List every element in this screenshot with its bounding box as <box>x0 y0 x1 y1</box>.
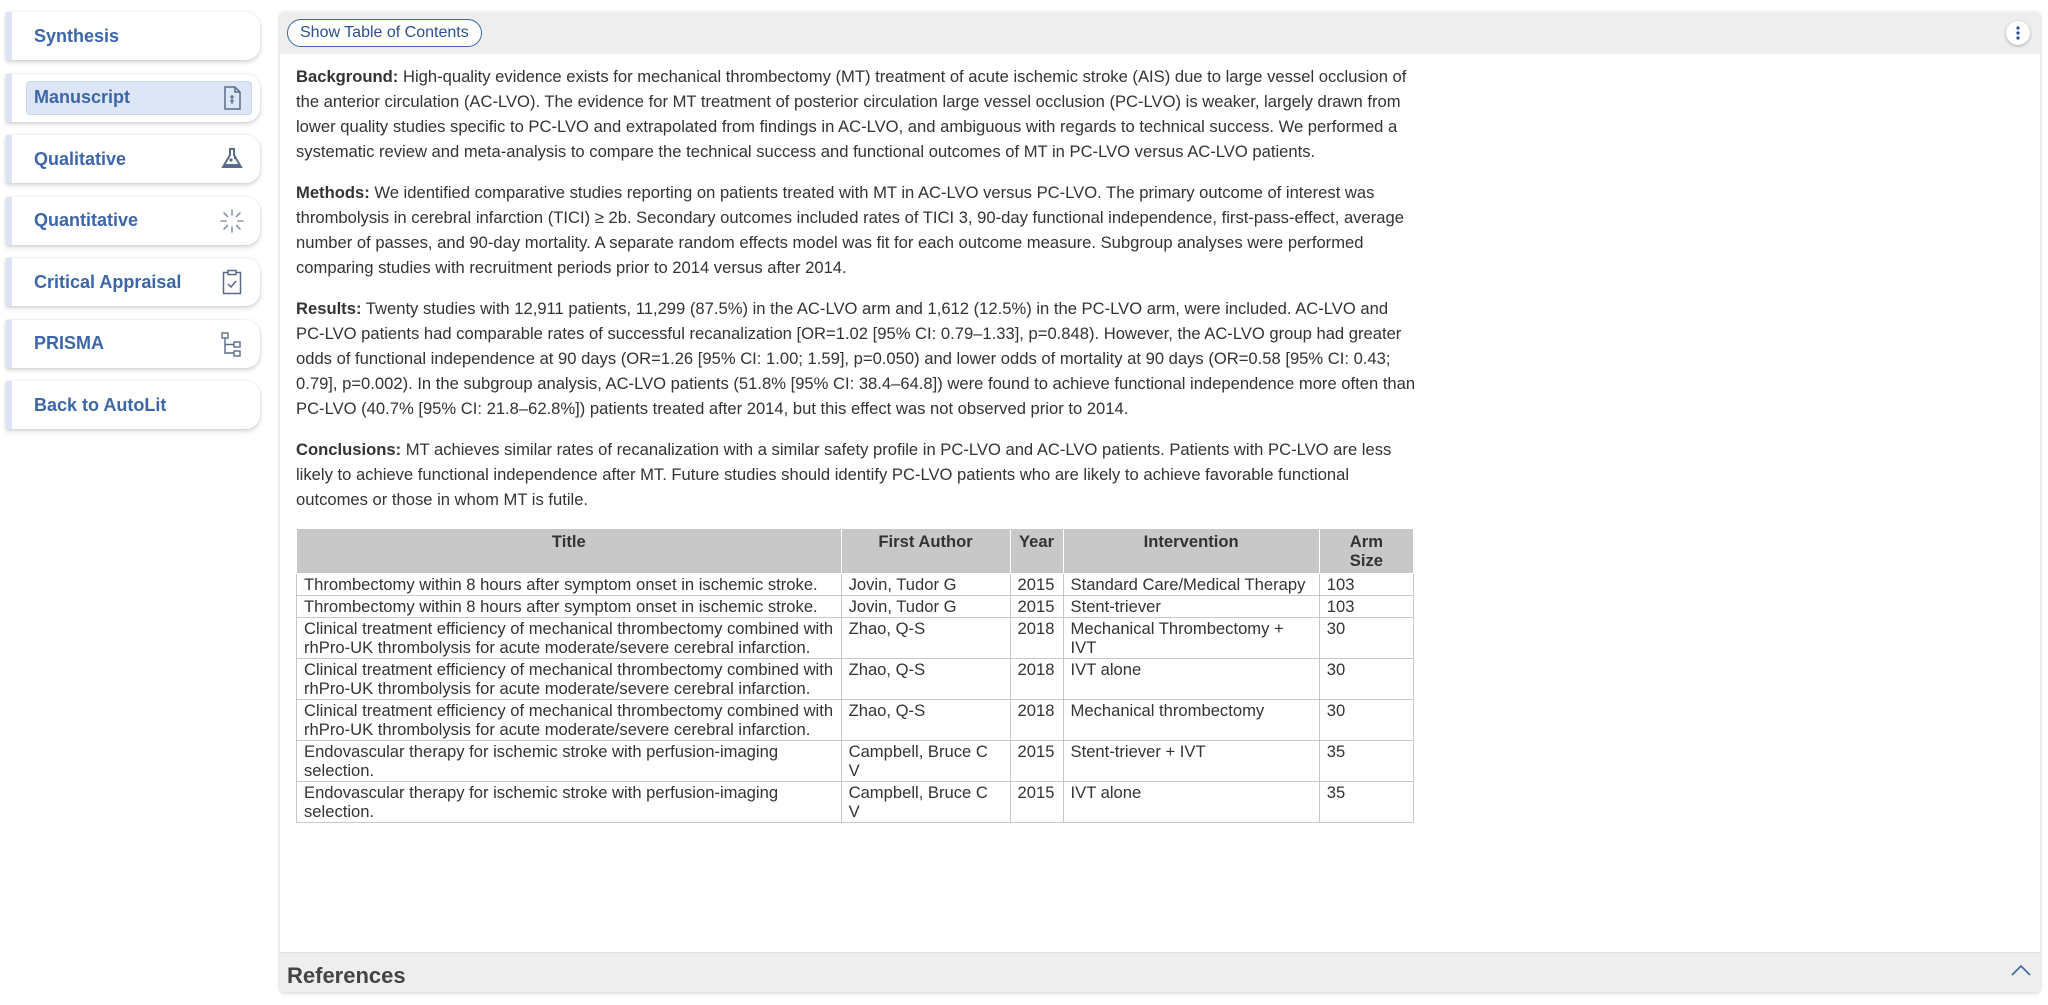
sidebar-item-label: Back to AutoLit <box>34 394 167 415</box>
show-toc-button[interactable]: Show Table of Contents <box>287 19 482 47</box>
cell-intervention: IVT alone <box>1063 659 1319 700</box>
cell-year: 2018 <box>1010 618 1063 659</box>
document-icon <box>218 84 246 112</box>
cell-title: Thrombectomy within 8 hours after symptom onset in ischemic stroke. <box>297 574 842 596</box>
section-text: MT achieves similar rates of recanalization with a similar safety profile in PC-LVO and AC-LVO patients. Patients with PC-LVO are less likely to achieve functional independence after MT. Future studies should identify PC-LVO patients who are likely to achieve favorable functional outcomes or those in whom MT is futile. <box>296 440 1392 509</box>
chevron-up-icon[interactable] <box>2010 963 2032 982</box>
sidebar-item-label: Quantitative <box>34 210 139 230</box>
cell-author: Jovin, Tudor G <box>841 574 1010 596</box>
cell-arm-size: 35 <box>1319 782 1413 823</box>
cell-intervention: Stent-triever + IVT <box>1063 741 1319 782</box>
spinner-icon <box>218 207 246 235</box>
column-header-title: Title <box>297 529 842 574</box>
abstract-conclusions <box>296 437 1416 512</box>
column-header-intervention: Intervention <box>1063 529 1319 574</box>
table-row <box>297 574 1414 596</box>
abstract-methods <box>296 180 1416 280</box>
cell-arm-size: 30 <box>1319 700 1413 741</box>
cell-title: Endovascular therapy for ischemic stroke with perfusion-imaging selection. <box>297 782 842 823</box>
cell-title: Clinical treatment efficiency of mechanical thrombectomy combined with rhPro-UK thrombolysis for acute moderate/severe cerebral infarction. <box>297 618 842 659</box>
abstract-background <box>296 64 1416 164</box>
cell-author: Campbell, Bruce C V <box>841 782 1010 823</box>
cell-arm-size: 103 <box>1319 596 1413 618</box>
section-text: We identified comparative studies reporting on patients treated with MT in AC-LVO versus PC-LVO. The primary outcome of interest was thrombolysis in cerebral infarction (TICI) ≥ 2b. Secondary outcomes included rates of TICI 3, 90-day functional independence, first-pass-effect, average number of passes, and 90-day mortality. A separate random effects model was fit for each outcome measure. Subgroup analyses were performed comparing studies with recruitment periods prior to 2014 versus after 2014. <box>296 183 1404 277</box>
cell-title: Clinical treatment efficiency of mechanical thrombectomy combined with rhPro-UK thrombolysis for acute moderate/severe cerebral infarction. <box>297 700 842 741</box>
manuscript-content <box>296 64 1416 823</box>
more-options-button[interactable] <box>2006 21 2030 45</box>
cell-author: Zhao, Q-S <box>841 700 1010 741</box>
sidebar-item-label: Qualitative <box>34 148 127 169</box>
references-title: References <box>287 963 406 988</box>
section-text: Twenty studies with 12,911 patients, 11,299 (87.5%) in the AC-LVO arm and 1,612 (12.5%) in the PC-LVO arm, were included. AC-LVO and PC-LVO patients had comparable rates of successful recanalization [OR=1.02 [95% CI: 0.79–1.33], p=0.848). However, the AC-LVO group had greater odds of functional independence at 90 days (OR=1.26 [95% CI: 1.00; 1.59], p=0.050) and lower odds of mortality at 90 days (OR=0.58 [95% CI: 0.43; 0.79], p=0.002). In the subgroup analysis, AC-LVO patients (51.8% [95% CI: 38.4–64.8]) were found to achieve functional independence more often than PC-LVO (40.7% [95% CI: 21.8–62.8%]) patients treated after 2014, but this effect was not observed prior to 2014. <box>296 299 1416 418</box>
toolbar <box>280 12 2040 54</box>
section-heading: Methods: <box>296 183 370 202</box>
cell-intervention: Standard Care/Medical Therapy <box>1063 574 1319 596</box>
cell-arm-size: 103 <box>1319 574 1413 596</box>
sidebar-item-back-to-autolit[interactable] <box>6 381 260 429</box>
cell-intervention: Mechanical thrombectomy <box>1063 700 1319 741</box>
section-text: High-quality evidence exists for mechanical thrombectomy (MT) treatment of acute ischemic stroke (AIS) due to large vessel occlusion of the anterior circulation (AC-LVO). The evidence for MT treatment of posterior circulation large vessel occlusion (PC-LVO) is weaker, largely drawn from lower quality studies specific to PC-LVO and extrapolated from findings in AC-LVO, and ambiguous with regards to technical success. We performed a systematic review and meta-analysis to compare the technical success and functional outcomes of MT in PC-LVO versus AC-LVO patients. <box>296 67 1407 161</box>
section-heading: Conclusions: <box>296 440 402 459</box>
table-row <box>297 700 1414 741</box>
cell-title: Endovascular therapy for ischemic stroke with perfusion-imaging selection. <box>297 741 842 782</box>
table-row <box>297 618 1414 659</box>
sidebar <box>6 12 260 443</box>
sidebar-item-quantitative[interactable] <box>6 197 260 245</box>
cell-arm-size: 35 <box>1319 741 1413 782</box>
cell-author: Jovin, Tudor G <box>841 596 1010 618</box>
cell-arm-size: 30 <box>1319 618 1413 659</box>
manuscript-panel <box>280 12 2040 992</box>
cell-year: 2018 <box>1010 700 1063 741</box>
sidebar-item-manuscript[interactable] <box>6 74 260 122</box>
sidebar-item-critical-appraisal[interactable] <box>6 258 260 306</box>
table-row <box>297 741 1414 782</box>
abstract-results <box>296 296 1416 421</box>
sidebar-item-label: PRISMA <box>34 333 105 353</box>
sidebar-item-synthesis[interactable] <box>6 12 260 60</box>
sidebar-item-qualitative[interactable] <box>6 135 260 183</box>
cell-year: 2015 <box>1010 782 1063 823</box>
references-section[interactable] <box>280 952 2040 992</box>
flask-icon <box>218 145 246 173</box>
studies-table <box>296 528 1414 823</box>
sidebar-item-label: Manuscript <box>34 87 131 107</box>
cell-year: 2015 <box>1010 596 1063 618</box>
tree-icon <box>218 330 246 358</box>
sidebar-item-label: Synthesis <box>34 25 120 46</box>
cell-year: 2015 <box>1010 574 1063 596</box>
cell-title: Thrombectomy within 8 hours after symptom onset in ischemic stroke. <box>297 596 842 618</box>
sidebar-item-prisma[interactable] <box>6 320 260 368</box>
table-header-row <box>297 529 1414 574</box>
section-heading: Background: <box>296 67 399 86</box>
table-row <box>297 596 1414 618</box>
cell-intervention: IVT alone <box>1063 782 1319 823</box>
column-header-year: Year <box>1010 529 1063 574</box>
column-header-arm-size: Arm Size <box>1319 529 1413 574</box>
section-heading: Results: <box>296 299 362 318</box>
cell-author: Zhao, Q-S <box>841 659 1010 700</box>
kebab-menu-icon <box>2016 26 2020 40</box>
table-row <box>297 782 1414 823</box>
cell-intervention: Mechanical Thrombectomy + IVT <box>1063 618 1319 659</box>
cell-year: 2015 <box>1010 741 1063 782</box>
cell-arm-size: 30 <box>1319 659 1413 700</box>
cell-year: 2018 <box>1010 659 1063 700</box>
table-row <box>297 659 1414 700</box>
cell-author: Campbell, Bruce C V <box>841 741 1010 782</box>
column-header-first-author: First Author <box>841 529 1010 574</box>
cell-intervention: Stent-triever <box>1063 596 1319 618</box>
cell-author: Zhao, Q-S <box>841 618 1010 659</box>
sidebar-item-label: Critical Appraisal <box>34 271 182 292</box>
clipboard-check-icon <box>218 268 246 296</box>
cell-title: Clinical treatment efficiency of mechanical thrombectomy combined with rhPro-UK thrombolysis for acute moderate/severe cerebral infarction. <box>297 659 842 700</box>
